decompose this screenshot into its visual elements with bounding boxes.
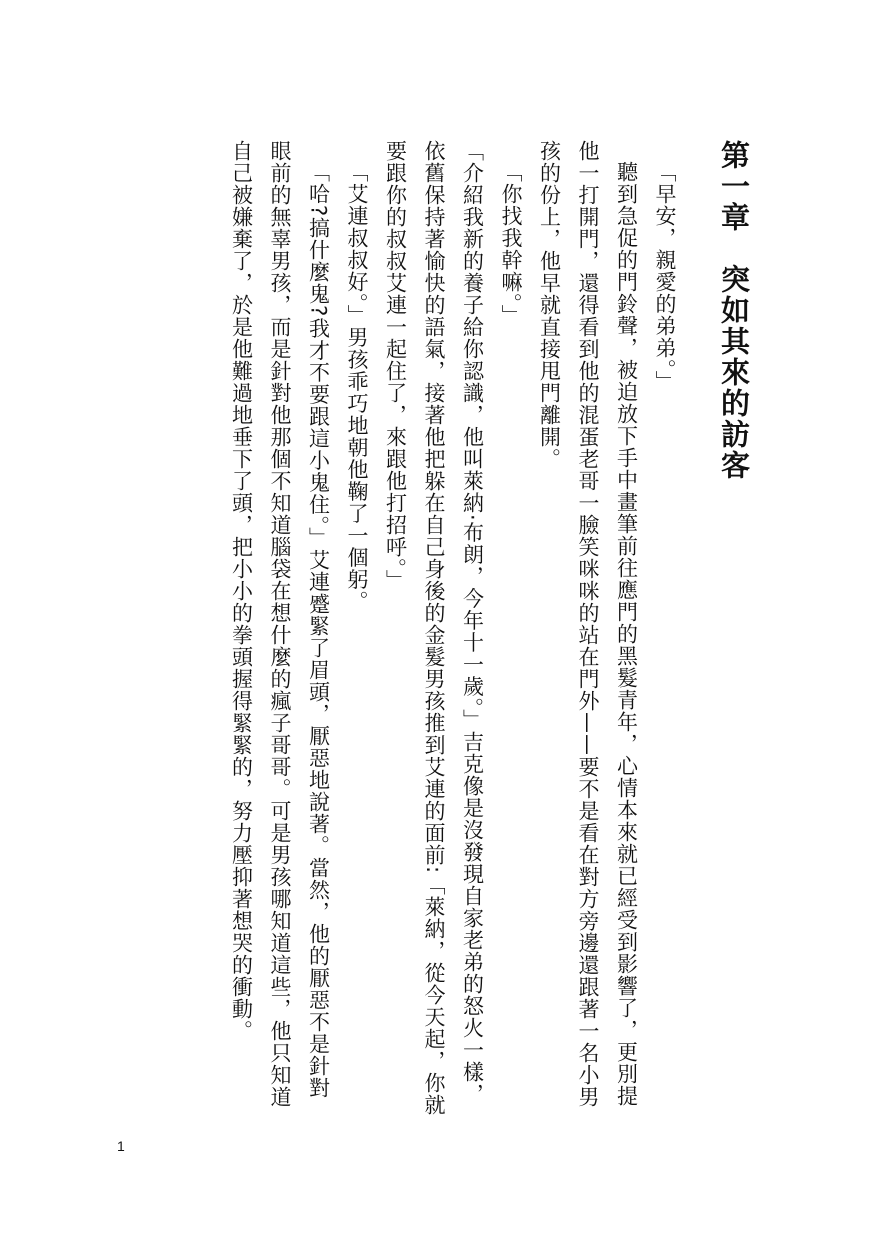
page-number: 1 — [117, 1138, 125, 1154]
paragraph: 「早安，親愛的弟弟。」 — [653, 161, 677, 393]
paragraph: 「介紹我新的養子給你認識，他叫萊納·布朗，今年十一歲。」吉克像是沒發現自家老弟的怒火一樣，依舊保持著愉快的語氣，接著他把躲在自己身後的金髮男孩推到艾連的面前:「萊納，從今天起，你就要跟你的叔叔艾連一起住了，來跟他打招呼。」 — [383, 140, 485, 1117]
paragraph: 「你找我幹嘛。」 — [499, 161, 523, 327]
chapter-title: 第一章 突如其來的訪客 — [717, 140, 751, 481]
paragraph: 「哈?搞什麼鬼?我才不要跟這小鬼住。」艾連蹙緊了眉頭，厭惡地說著。當然，他的厭惡不是針對眼前的無辜男孩，而是針對他那個不知道腦袋在想什麼的瘋子哥哥。可是男孩哪知道這些，他只知道自己被嫌棄了，於是他難過地垂下了頭，把小小的拳頭握得緊緊的，努力壓抑著想哭的衝動。 — [229, 140, 331, 1108]
paragraph: 聽到急促的門鈴聲，被迫放下手中畫筆前往應門的黑髮青年，心情本來就已經受到影響了，更別提他一打開門，還得看到他的混蛋老哥一臉笑咪咪的站在門外——要不是看在對方旁邊還跟著一名小男孩的份上，他早就直接甩門離開。 — [537, 140, 639, 1108]
vertical-text-body — [222, 140, 764, 1120]
paragraph: 「艾連叔叔好。」男孩乖巧地朝他鞠了一個躬。 — [345, 161, 369, 613]
